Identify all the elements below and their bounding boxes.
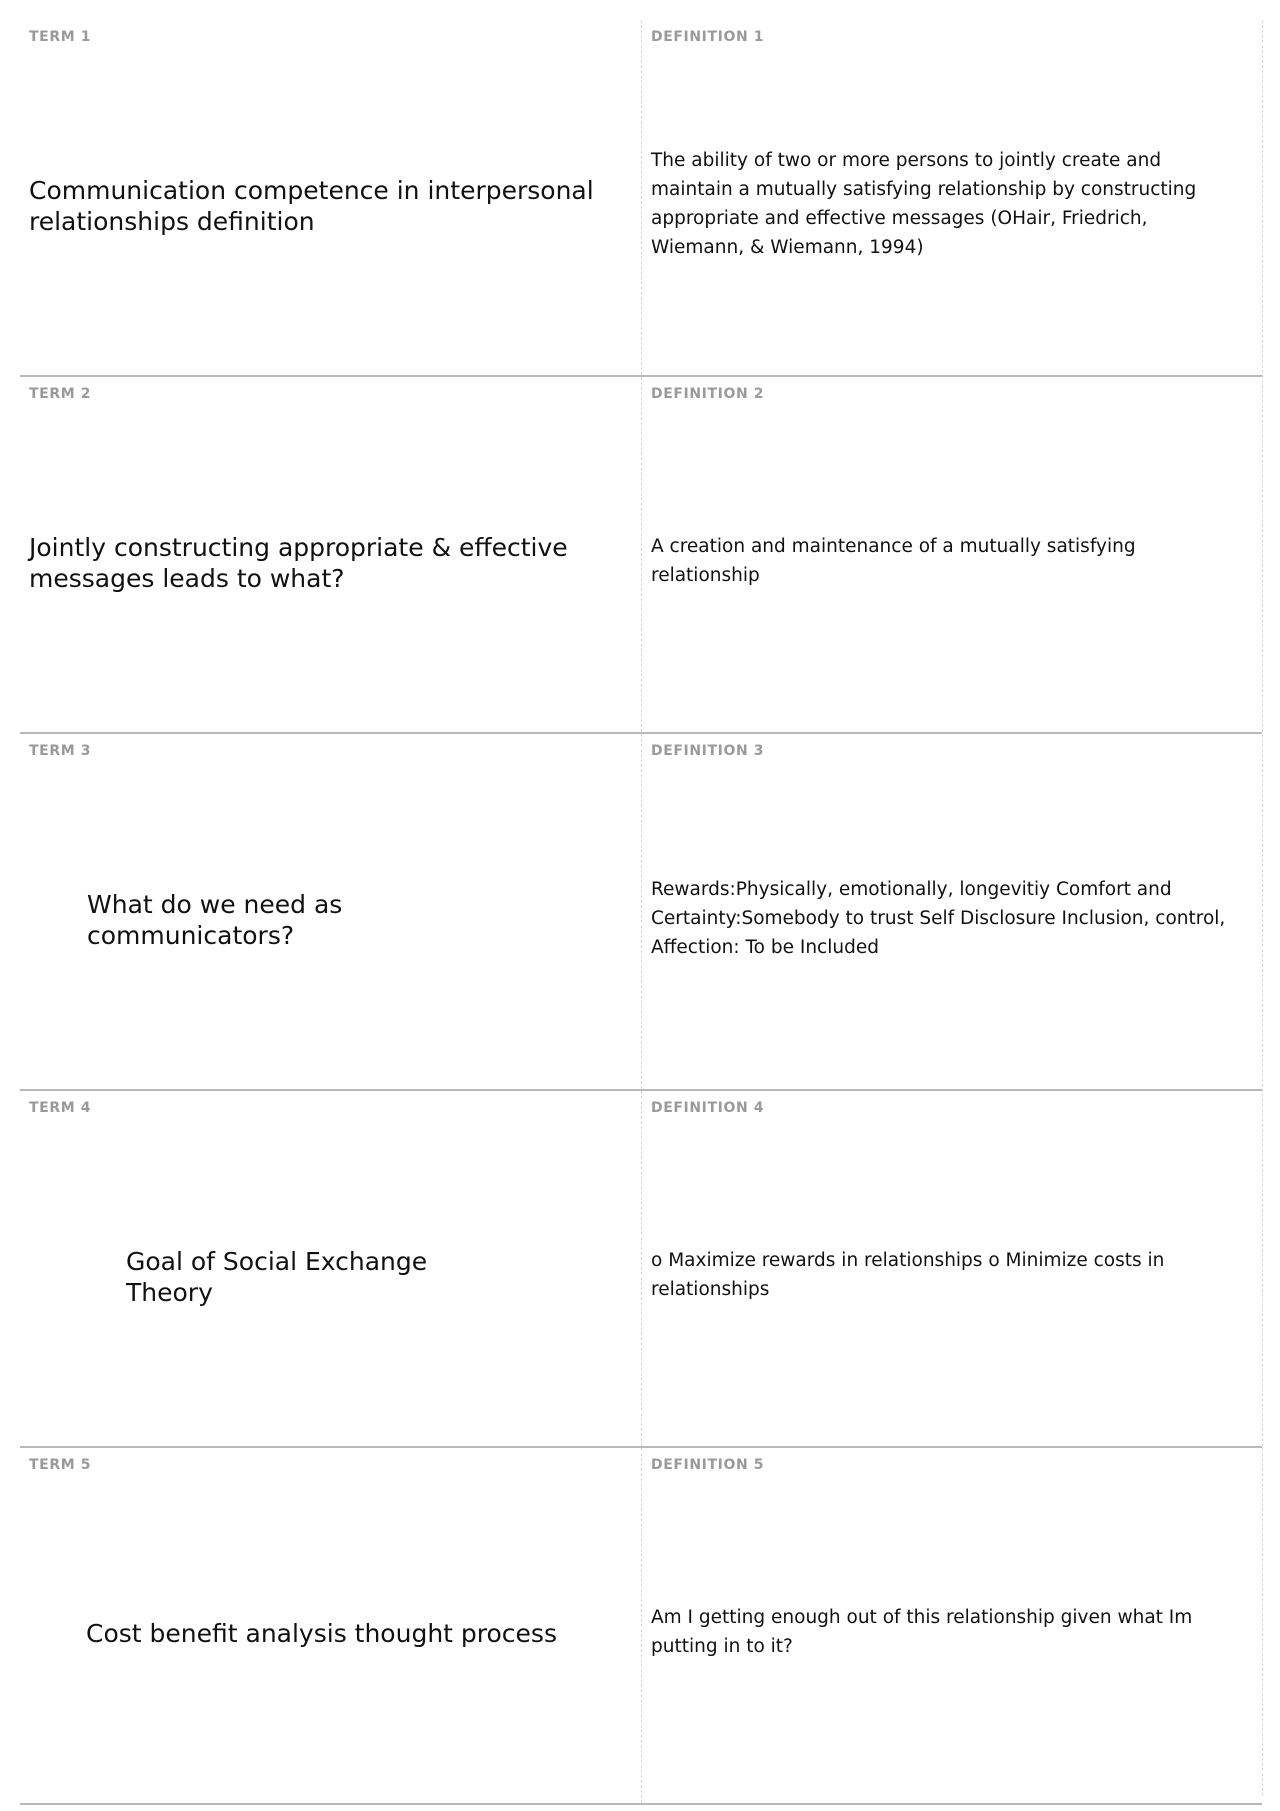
term-cell: [20, 1448, 642, 1803]
definition-cell: [642, 377, 1262, 732]
term-text: What do we need as communicators?: [87, 890, 343, 950]
term-text: Goal of Social Exchange Theory: [126, 1247, 428, 1307]
flashcard-row: [20, 20, 1262, 377]
definition-label: DEFINITION 3: [651, 743, 765, 759]
definition-label: DEFINITION 5: [651, 1457, 765, 1473]
definition-label: DEFINITION 1: [651, 29, 765, 45]
term-label: TERM 4: [29, 1100, 92, 1116]
definition-text: Am I getting enough out of this relationship given what Im putting in to it?: [651, 1607, 1193, 1657]
term-label: TERM 2: [29, 386, 92, 402]
definition-text: Rewards:Physically, emotionally, longevitiy Comfort and Certainty:Somebody to trust Self Disclosure Inclusion, control, Affection: To be Included: [651, 879, 1226, 958]
flashcard-sheet: [20, 20, 1263, 1796]
term-cell: [20, 377, 642, 732]
flashcard-row: [20, 1448, 1262, 1805]
term-text: Cost benefit analysis thought process: [86, 1619, 557, 1648]
term-label: TERM 3: [29, 743, 92, 759]
definition-label: DEFINITION 4: [651, 1100, 765, 1116]
term-text: Jointly constructing appropriate & effective messages leads to what?: [29, 533, 568, 593]
term-label: TERM 1: [29, 29, 92, 45]
flashcard-row: [20, 1091, 1262, 1448]
definition-text: The ability of two or more persons to jointly create and maintain a mutually satisfying relationship by constructing appropriate and effective messages (OHair, Friedrich, Wiemann, & Wiemann, 1994): [651, 150, 1197, 258]
definition-text: o Maximize rewards in relationships o Minimize costs in relationships: [651, 1250, 1165, 1300]
flashcard-row: [20, 734, 1262, 1091]
definition-cell: [642, 1091, 1262, 1446]
flashcard-row: [20, 377, 1262, 734]
term-text: Communication competence in interpersonal relationships definition: [29, 176, 594, 236]
term-cell: [20, 1091, 642, 1446]
term-cell: [20, 20, 642, 375]
definition-cell: [642, 20, 1262, 375]
definition-label: DEFINITION 2: [651, 386, 765, 402]
definition-cell: [642, 1448, 1262, 1803]
term-cell: [20, 734, 642, 1089]
definition-text: A creation and maintenance of a mutually satisfying relationship: [651, 536, 1136, 586]
definition-cell: [642, 734, 1262, 1089]
term-label: TERM 5: [29, 1457, 92, 1473]
